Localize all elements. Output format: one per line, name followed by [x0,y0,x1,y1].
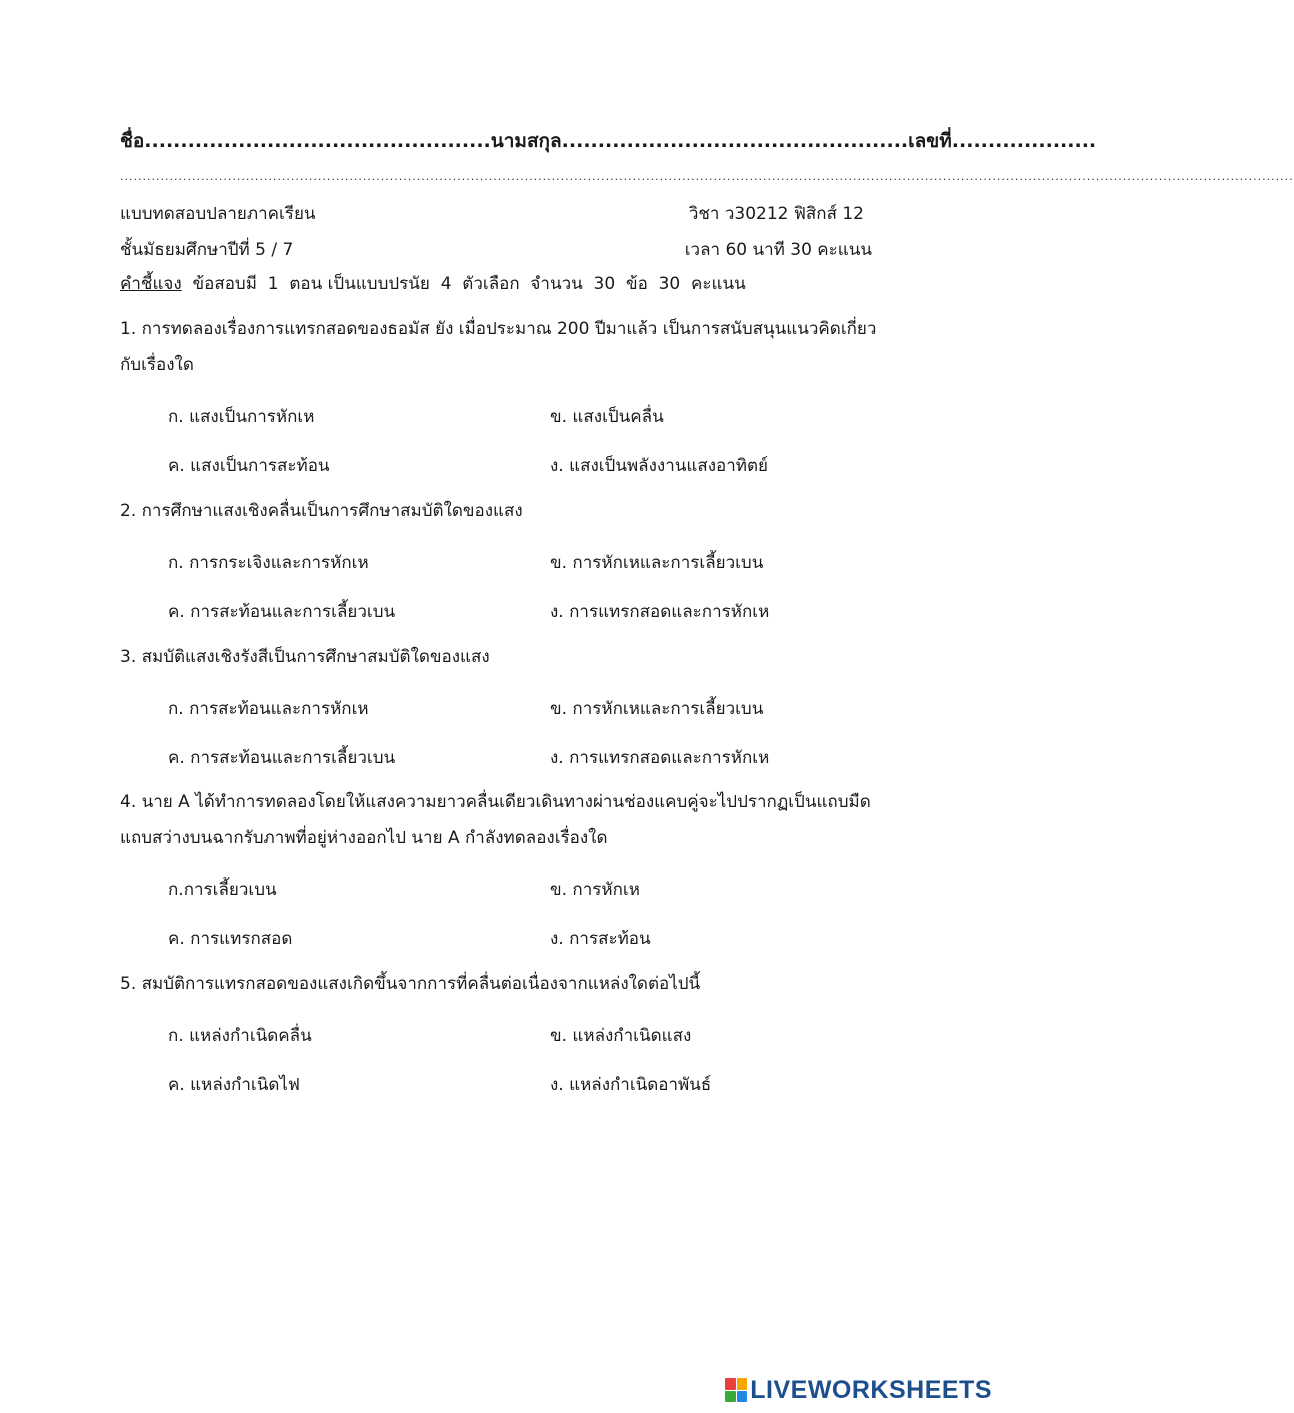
question-1-text: 1. การทดลองเรื่องการแทรกสอดของธอมัส ยัง เมื่อประมาณ 200 ปีมาแล้ว เป็นการสนับสนุนแนวคิดเกี่ยวกับเรื่องใด [120,319,877,375]
logo-text: LIVEWORKSHEETS [750,1375,992,1404]
question-3-choice-a: ก. การสะท้อนและการหักเห [168,699,369,719]
question-5-choice-a: ก. แหล่งกำเนิดคลื่น [168,1026,312,1046]
subject-code: วิชา ว30212 ฟิสิกส์ 12 [688,204,864,224]
question-5-choice-b: ข. แหล่งกำเนิดแสง [550,1026,692,1046]
question-2-text: 2. การศึกษาแสงเชิงคลื่นเป็นการศึกษาสมบัติใดของแสง [120,501,523,521]
question-4-choice-c: ค. การแทรกสอด [168,929,293,949]
instruction-row [120,270,872,297]
logo-square-green [725,1391,736,1403]
question-3-choice-d: ง. การแทรกสอดและการหักเห [550,748,770,768]
student-info-line: ชื่อ................................................นามสกุล................................................เลขที่.................... [120,130,1097,152]
question-3-choice-c: ค. การสะท้อนและการเลี้ยวเบน [168,748,396,768]
question-4-choice-d: ง. การสะท้อน [550,929,651,949]
question-1-choice-d: ง. แสงเป็นพลังงานแสงอาทิตย์ [550,456,768,476]
liveworksheets-logo[interactable] [725,1375,992,1405]
liveworksheets-logo-icon [725,1378,747,1402]
logo-square-blue [737,1391,748,1403]
question-5-text: 5. สมบัติการแทรกสอดของแสงเกิดขึ้นจากการที่คลื่นต่อเนื่องจากแหล่งใดต่อไปนี้ [120,974,701,994]
question-2-choice-d: ง. การแทรกสอดและการหักเห [550,602,770,622]
exam-header-row-2 [120,236,872,263]
question-1-choice-b: ข. แสงเป็นคลื่น [550,407,664,427]
question-2-choice-b: ข. การหักเหและการเลี้ยวเบน [550,553,764,573]
dotted-separator: ..................................................................................................................................................................................................................................................................... [120,170,1294,183]
question-5-choice-d: ง. แหล่งกำเนิดอาพันธ์ [550,1075,712,1095]
question-1-choice-a: ก. แสงเป็นการหักเห [168,407,315,427]
question-4-text: 4. นาย A ได้ทำการทดลองโดยให้แสงความยาวคลื่นเดียวเดินทางผ่านช่องแคบคู่จะไปปรากฏเป็นแถบมืดแถบสว่างบนฉากรับภาพที่อยู่ห่างออกไป นาย A กำลังทดลองเรื่องใด [120,792,871,848]
question-2-choice-c: ค. การสะท้อนและการเลี้ยวเบน [168,602,396,622]
exam-header-row-1 [120,200,872,227]
question-4-choice-a: ก.การเลี้ยวเบน [168,880,277,900]
question-3-choice-b: ข. การหักเหและการเลี้ยวเบน [550,699,764,719]
question-5-choice-c: ค. แหล่งกำเนิดไฟ [168,1075,300,1095]
class-level: ชั้นมัธยมศึกษาปีที่ 5 / 7 [120,240,294,260]
logo-square-red [725,1378,736,1390]
instruction-label: คำชี้แจง [120,274,182,294]
question-2-choice-a: ก. การกระเจิงและการหักเห [168,553,369,573]
logo-square-orange [737,1378,748,1390]
instruction-text: ข้อสอบมี 1 ตอน เป็นแบบปรนัย 4 ตัวเลือก จำนวน 30 ข้อ 30 คะแนน [181,274,746,294]
exam-title: แบบทดสอบปลายภาคเรียน [120,204,316,224]
question-1-choice-c: ค. แสงเป็นการสะท้อน [168,456,330,476]
question-4-choice-b: ข. การหักเห [550,880,640,900]
question-3-text: 3. สมบัติแสงเชิงรังสีเป็นการศึกษาสมบัติใดของแสง [120,647,490,667]
time-and-score: เวลา 60 นาที 30 คะแนน [684,240,872,260]
